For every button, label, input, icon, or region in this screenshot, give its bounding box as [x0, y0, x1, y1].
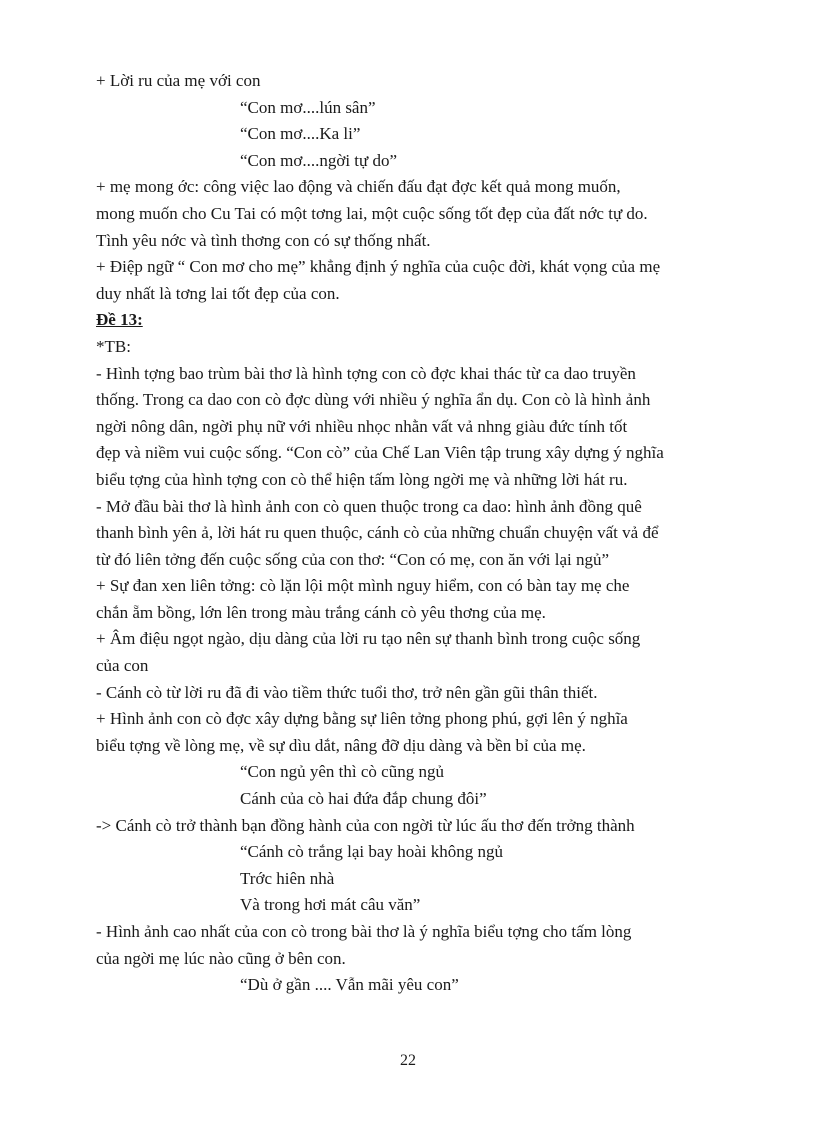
- text-line: -> Cánh cò trở thành bạn đồng hành của con ngời từ lúc ấu thơ đến trởng thành: [96, 815, 635, 835]
- text-line: biểu tợng của hình tợng con cò thể hiện tấm lòng ngời mẹ và những lời hát ru.: [96, 469, 628, 489]
- section-heading: Đề 13:: [96, 310, 143, 330]
- text-line: - Cánh cò từ lời ru đã đi vào tiềm thức tuổi thơ, trở nên gần gũi thân thiết.: [96, 682, 598, 702]
- text-line: + Điệp ngữ “ Con mơ cho mẹ” khẳng định ý nghĩa của cuộc đời, khát vọng của mẹ: [96, 257, 661, 277]
- page-number: 22: [400, 1052, 416, 1069]
- text-line: + Âm điệu ngọt ngào, dịu dàng của lời ru tạo nên sự thanh bình trong cuộc sống: [96, 629, 641, 649]
- text-line: + Sự đan xen liên tởng: cò lặn lội một mình nguy hiểm, con có bàn tay mẹ che: [96, 576, 630, 596]
- quote-line: “Dù ở gần .... Vẫn mãi yêu con”: [240, 975, 459, 995]
- quote-line: Cánh của cò hai đứa đắp chung đôi”: [240, 789, 487, 809]
- text-line: duy nhất là tơng lai tốt đẹp của con.: [96, 283, 340, 303]
- text-line: chắn ẵm bồng, lớn lên trong màu trắng cánh cò yêu thơng của mẹ.: [96, 602, 546, 622]
- text-line: ngời nông dân, ngời phụ nữ với nhiều nhọc nhằn vất vả nhng giàu đức tính tốt: [96, 416, 628, 436]
- text-line: + mẹ mong ớc: công việc lao động và chiến đấu đạt đợc kết quả mong muốn,: [96, 177, 621, 197]
- quote-line: Trớc hiên nhà: [240, 868, 335, 888]
- text-line: *TB:: [96, 336, 131, 356]
- text-line: - Mở đầu bài thơ là hình ảnh con cò quen thuộc trong ca dao: hình ảnh đồng quê: [96, 496, 642, 516]
- text-line: + Lời ru của mẹ với con: [96, 71, 261, 90]
- quote-line: “Con mơ....ngời tự do”: [240, 150, 398, 170]
- document-body: [96, 68, 726, 999]
- text-line: của ngời mẹ lúc nào cũng ở bên con.: [96, 948, 346, 968]
- text-line: từ đó liên tởng đến cuộc sống của con thơ: “Con có mẹ, con ăn với lại ngủ”: [96, 549, 610, 569]
- text-line: của con: [96, 656, 149, 676]
- text-line: đẹp và niềm vui cuộc sống. “Con cò” của Chế Lan Viên tập trung xây dựng ý nghĩa: [96, 443, 664, 463]
- text-line: - Hình ảnh cao nhất của con cò trong bài thơ là ý nghĩa biểu tợng cho tấm lòng: [96, 922, 632, 941]
- quote-line: “Cánh cò trắng lại bay hoài không ngủ: [240, 842, 503, 862]
- text-line: mong muốn cho Cu Tai có một tơng lai, một cuộc sống tốt đẹp của đất nớc tự do.: [96, 203, 648, 223]
- text-line: thống. Trong ca dao con cò đợc dùng với nhiều ý nghĩa ẩn dụ. Con cò là hình ảnh: [96, 390, 651, 410]
- quote-line: Và trong hơi mát câu văn”: [240, 895, 421, 915]
- quote-line: “Con mơ....Ka li”: [240, 124, 361, 144]
- quote-line: “Con ngủ yên thì cò cũng ngủ: [240, 762, 444, 782]
- text-line: thanh bình yên ả, lời hát ru quen thuộc, cánh cò của những chuẩn chuyện vất vả để: [96, 523, 659, 543]
- quote-line: “Con mơ....lún sân”: [240, 97, 376, 117]
- text-line: Tình yêu nớc và tình thơng con có sự thống nhất.: [96, 230, 431, 250]
- text-line: + Hình ảnh con cò đợc xây dựng bằng sự liên tởng phong phú, gợi lên ý nghĩa: [96, 709, 628, 729]
- text-line: - Hình tợng bao trùm bài thơ là hình tợng con cò đợc khai thác từ ca dao truyền: [96, 363, 636, 383]
- text-line: biểu tợng về lòng mẹ, về sự dìu dắt, nâng đỡ dịu dàng và bền bỉ của mẹ.: [96, 735, 586, 755]
